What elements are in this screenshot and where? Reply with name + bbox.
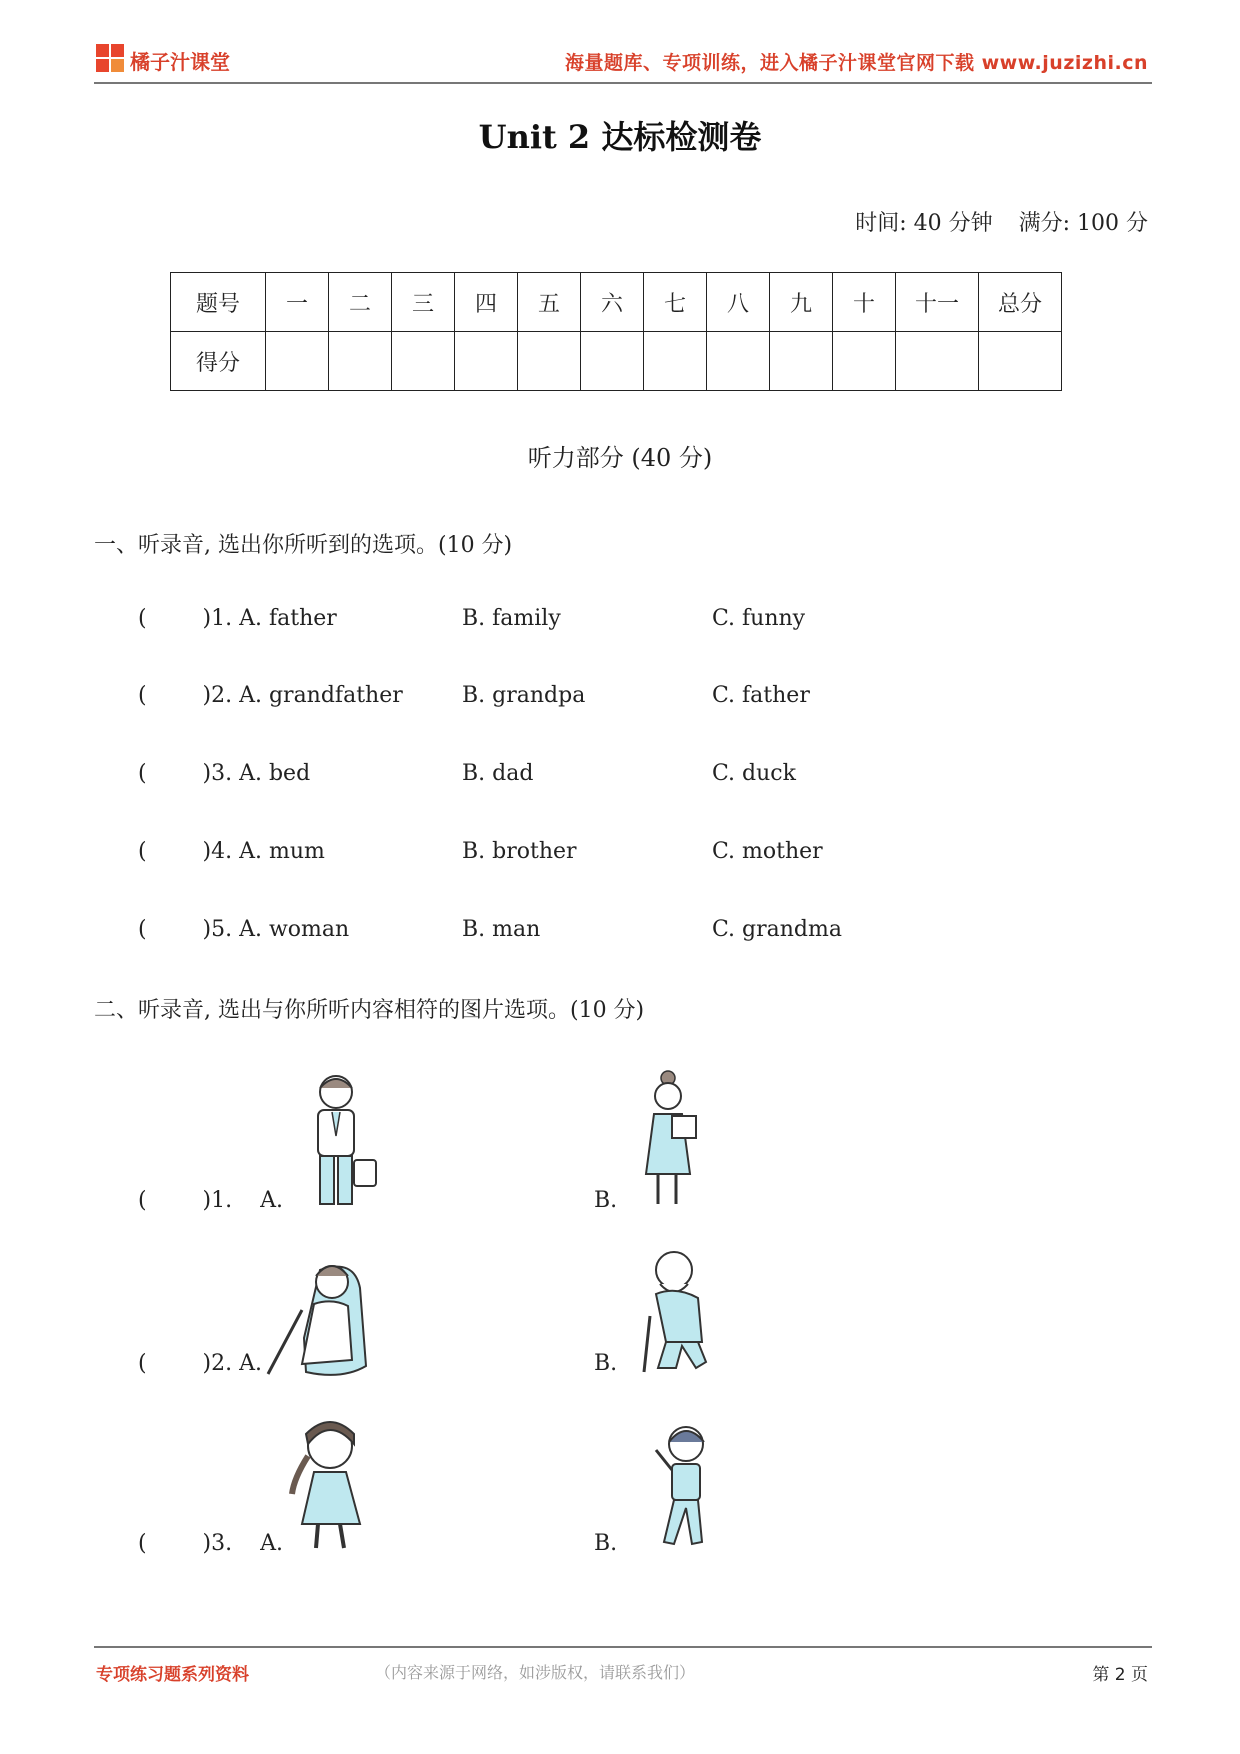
page-title: Unit 2 达标检测卷 (478, 118, 762, 156)
man-with-bag-icon (300, 1072, 380, 1212)
table-cell: 六 (581, 273, 644, 332)
part1-q5-option-a: ( )5. A. woman (138, 917, 350, 942)
page-number: 第 2 页 (1092, 1665, 1148, 1685)
footer-copyright-note: （内容来源于网络，如涉版权，请联系我们） (375, 1663, 696, 1682)
table-cell: 七 (644, 273, 707, 332)
table-cell: 得分 (171, 332, 266, 391)
brand-logo-icon (96, 44, 126, 74)
part1-q4-option-c: C. mother (712, 839, 823, 864)
score-input-cell[interactable] (266, 332, 329, 391)
score-input-cell[interactable] (833, 332, 896, 391)
score-input-cell[interactable] (518, 332, 581, 391)
part1-q5-option-b: B. man (462, 917, 541, 942)
score-table-header-row (171, 273, 1062, 332)
score-input-cell[interactable] (644, 332, 707, 391)
table-cell: 题号 (171, 273, 266, 332)
part2-q1-label: ( )1. A. (138, 1188, 283, 1213)
part1-q4-option-b: B. brother (462, 839, 577, 864)
table-cell: 总分 (979, 273, 1062, 332)
full-score: 满分: 100 分 (1018, 211, 1148, 236)
part2-q2-label: ( )2. A. (138, 1351, 262, 1376)
part1-q2-option-c: C. father (712, 683, 810, 708)
part2-q2-option-b: B. (594, 1351, 618, 1376)
time-limit: 时间: 40 分钟 (855, 211, 993, 236)
score-input-cell[interactable] (770, 332, 833, 391)
part2-q3-label: ( )3. A. (138, 1531, 283, 1556)
score-input-cell[interactable] (392, 332, 455, 391)
score-table-score-row (171, 332, 1062, 391)
part1-q1-option-b: B. family (462, 606, 561, 631)
header-divider (94, 82, 1152, 84)
score-input-cell[interactable] (329, 332, 392, 391)
girl-icon (288, 1416, 378, 1556)
table-cell: 十 (833, 273, 896, 332)
table-cell: 八 (707, 273, 770, 332)
part1-q1-option-a: ( )1. A. father (138, 606, 337, 631)
boy-waving-icon (650, 1420, 714, 1554)
footer-divider (94, 1646, 1152, 1648)
score-input-cell[interactable] (979, 332, 1062, 391)
time-info (855, 206, 1148, 237)
table-cell: 十一 (896, 273, 979, 332)
table-cell: 三 (392, 273, 455, 332)
part1-q1-option-c: C. funny (712, 606, 806, 631)
part1-q4-option-a: ( )4. A. mum (138, 839, 325, 864)
score-table (170, 272, 1062, 391)
score-input-cell[interactable] (455, 332, 518, 391)
part1-q3-option-b: B. dad (462, 761, 534, 786)
grandpa-with-cane-icon (636, 1246, 714, 1376)
table-cell: 一 (266, 273, 329, 332)
part2-heading: 二、听录音, 选出与你所听内容相符的图片选项。(10 分) (94, 998, 645, 1023)
table-cell: 四 (455, 273, 518, 332)
table-cell: 九 (770, 273, 833, 332)
part1-q5-option-c: C. grandma (712, 917, 842, 942)
part1-q3-option-a: ( )3. A. bed (138, 761, 311, 786)
part1-q2-option-b: B. grandpa (462, 683, 586, 708)
part1-heading: 一、听录音, 选出你所听到的选项。(10 分) (94, 533, 513, 558)
table-cell: 二 (329, 273, 392, 332)
part2-q1-option-b: B. (594, 1188, 618, 1213)
part1-q2-option-a: ( )2. A. grandfather (138, 683, 403, 708)
section-title: 听力部分 (40 分) (527, 444, 713, 472)
header-slogan[interactable]: 海量题库、专项训练，进入橘子汁课堂官网下载 www.juzizhi.cn (565, 52, 1148, 74)
part1-q3-option-c: C. duck (712, 761, 796, 786)
score-input-cell[interactable] (896, 332, 979, 391)
part2-q3-option-b: B. (594, 1531, 618, 1556)
brand-name: 橘子汁课堂 (130, 50, 230, 74)
score-input-cell[interactable] (707, 332, 770, 391)
footer-series-label: 专项练习题系列资料 (96, 1665, 249, 1685)
woman-with-gift-icon (636, 1068, 706, 1212)
score-input-cell[interactable] (581, 332, 644, 391)
table-cell: 五 (518, 273, 581, 332)
grandma-in-chair-icon (262, 1248, 374, 1382)
